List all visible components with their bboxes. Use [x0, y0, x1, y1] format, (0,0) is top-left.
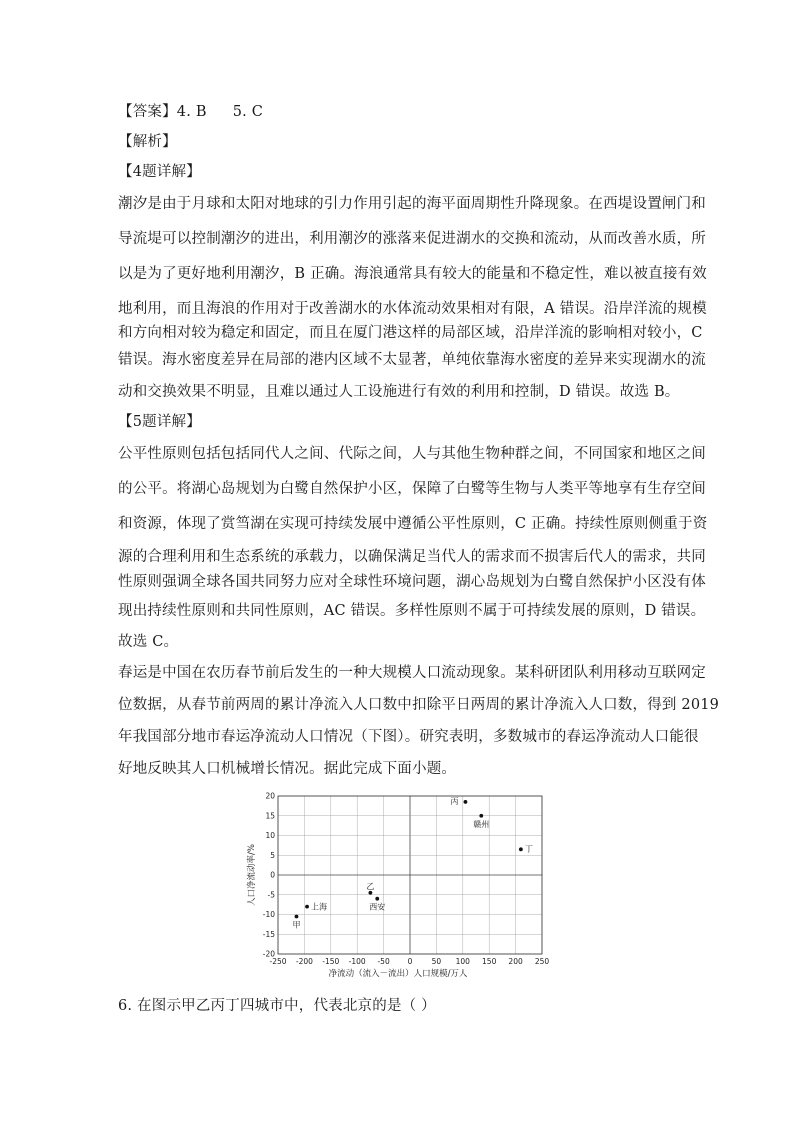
data-point-label: 丁 — [524, 844, 533, 854]
q4-line: 地利用，而且海浪的作用对于改善湖水的水体流动效果相对有限，A 错误。沿岸洋流的规模 — [118, 301, 707, 317]
x-tick-label: 100 — [455, 957, 470, 966]
x-tick-label: -50 — [377, 957, 390, 966]
data-point — [369, 891, 373, 895]
q5-line: 源的合理利用和生态系统的承载力，以确保满足当代人的需求而不损害后代人的需求，共同 — [118, 549, 706, 565]
answer-line — [118, 102, 263, 122]
scatter-chart — [242, 784, 552, 984]
intro-line: 好地反映其人口机械增长情况。据此完成下面小题。 — [118, 761, 457, 777]
data-point-label: 赣州 — [473, 819, 490, 829]
q5-line: 故选 C。 — [118, 634, 179, 650]
y-tick-label: -10 — [262, 910, 275, 920]
x-tick-label: -100 — [348, 957, 366, 966]
q5-line: 性原则强调全球各国共同努力应对全球性环境问题，湖心岛规划为白鹭自然保护小区没有体 — [118, 574, 706, 590]
q4-line: 以是为了更好地利用潮汐，B 正确。海浪通常具有较大的能量和不稳定性，难以被直接有效 — [118, 266, 707, 282]
answer-label: 【答案】4. B — [118, 104, 207, 120]
x-axis-label: 净流动（流入－流出）人口规模/万人 — [328, 969, 468, 979]
x-tick-label: -250 — [269, 957, 287, 966]
q5-line: 现出持续性原则和共同性原则，AC 错误。多样性原则不属于可持续发展的原则，D 错误。 — [118, 603, 706, 619]
intro-line: 春运是中国在农历春节前后发生的一种大规模人口流动现象。某科研团队利用移动互联网定 — [118, 665, 706, 681]
q5-heading: 【5题详解】 — [118, 414, 201, 430]
y-axis-label: 人口净流动率/% — [247, 844, 257, 906]
q4-line: 导流堤可以控制潮汐的进出，利用潮汐的涨落来促进湖水的交换和流动，从而改善水质，所 — [118, 231, 706, 247]
q5-line: 和资源，体现了赏筜湖在实现可持续发展中遵循公平性原则，C 正确。持续性原则侧重于资 — [118, 516, 708, 532]
q4-heading: 【4题详解】 — [118, 164, 201, 180]
data-point — [375, 897, 379, 901]
x-tick-label: -150 — [322, 957, 340, 966]
y-tick-label: -5 — [267, 890, 275, 900]
x-tick-label: 50 — [431, 957, 442, 966]
data-point-label: 甲 — [292, 920, 301, 930]
y-tick-label: 5 — [270, 850, 275, 860]
data-point-label: 丙 — [450, 796, 459, 806]
data-point — [295, 915, 299, 919]
intro-line: 年我国部分地市春运净流动人口情况（下图）。研究表明，多数城市的春运净流动人口能很 — [118, 729, 699, 745]
data-point-label: 西安 — [369, 902, 386, 912]
y-tick-label: 10 — [265, 831, 275, 841]
data-point — [479, 814, 483, 818]
y-tick-label: -20 — [262, 949, 275, 959]
data-point — [305, 905, 309, 909]
data-point-label: 上海 — [311, 902, 328, 912]
x-tick-label: -200 — [295, 957, 313, 966]
q4-line: 和方向相对较为稳定和固定，而且在厦门港这样的局部区域，沿岸洋流的影响相对较小，C — [118, 325, 703, 341]
chart-grid — [278, 796, 542, 954]
intro-line: 位数据，从春节前两周的累计净流入人口数中扣除平日两周的累计净流入人口数，得到 2019 — [118, 697, 720, 713]
y-tick-label: 15 — [265, 811, 275, 821]
q5-line: 公平性原则包括包括同代人之间、代际之间，人与其他生物种群之间，不同国家和地区之间 — [118, 446, 706, 462]
q4-line: 潮汐是由于月球和太阳对地球的引力作用引起的海平面周期性升降现象。在西堤设置闸门和 — [118, 196, 706, 212]
x-tick-label: 200 — [508, 957, 523, 966]
chart-ticks — [263, 792, 550, 966]
x-tick-label: 250 — [534, 957, 550, 966]
x-tick-label: 0 — [407, 957, 413, 966]
y-tick-label: 20 — [265, 791, 275, 801]
q5-line: 的公平。将湖心岛规划为白鹭自然保护小区，保障了白鹭等生物与人类平等地享有生存空间 — [118, 481, 706, 497]
answer-second: 5. C — [232, 104, 264, 120]
question-6: 6. 在图示甲乙丙丁四城市中，代表北京的是（ ） — [118, 998, 436, 1014]
q4-line: 动和交换效果不明显，且难以通过人工设施进行有效的利用和控制，D 错误。故选 B。 — [118, 384, 680, 400]
data-point — [519, 847, 523, 851]
y-tick-label: -15 — [262, 929, 275, 939]
y-tick-label: 0 — [270, 870, 275, 880]
analysis-heading: 【解析】 — [118, 134, 177, 150]
data-point-label: 乙 — [366, 881, 375, 891]
chart-points — [292, 797, 532, 930]
x-tick-label: 150 — [482, 957, 497, 966]
data-point — [464, 800, 468, 804]
q4-line: 错误。海水密度差异在局部的港内区域不太显著，单纯依靠海水密度的差异来实现湖水的流 — [118, 352, 706, 368]
